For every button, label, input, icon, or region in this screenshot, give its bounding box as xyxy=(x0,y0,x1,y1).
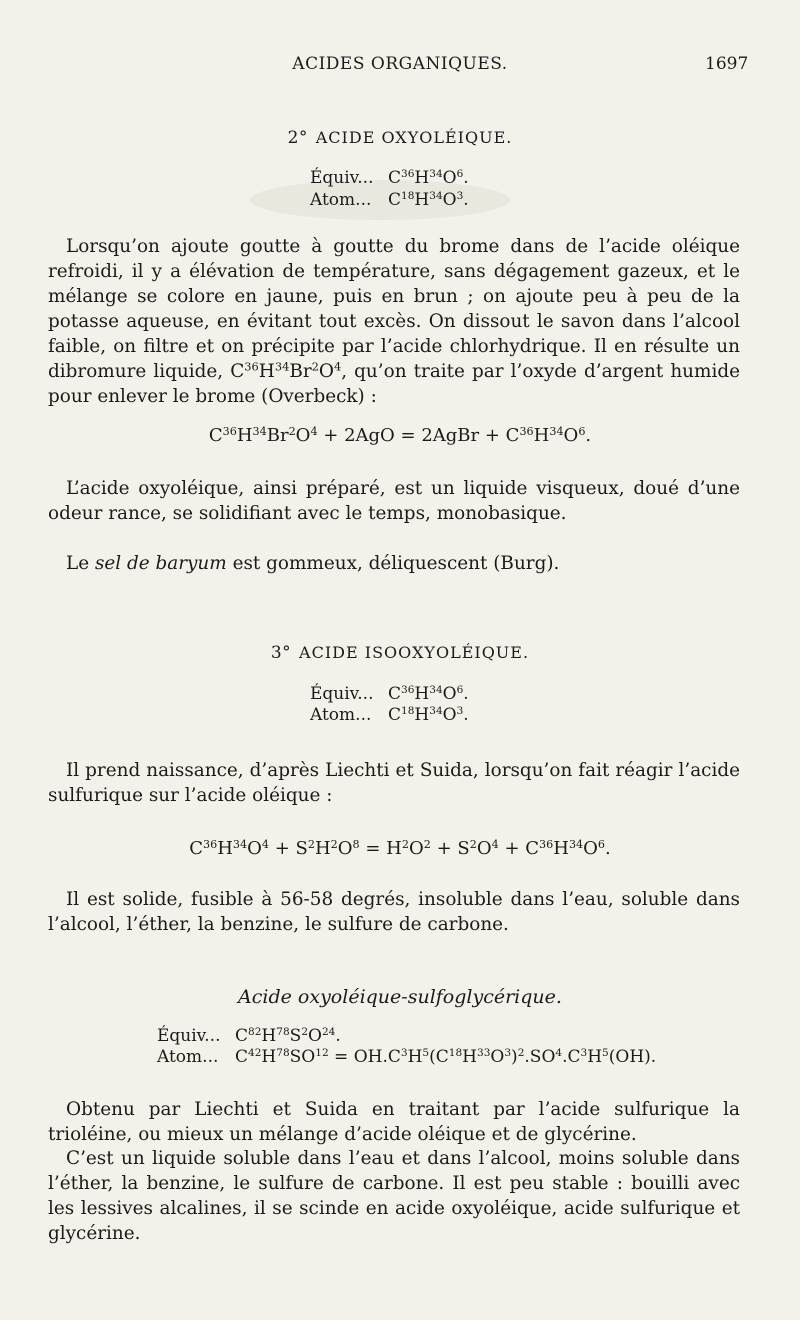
equiv-formula: $C^{36}H^{34}O^6$. xyxy=(388,684,469,704)
atom-formula: $C^{18}H^{34}O^3$. xyxy=(388,190,469,210)
sub-equiv-formula-row xyxy=(157,1026,341,1046)
paragraph-barium-salt: Le sel de baryum est gommeux, déliquescent (Burg). xyxy=(66,553,560,574)
equiv-label: Équiv... xyxy=(157,1026,221,1046)
section-name: ACIDE ISOOXYOLÉIQUE. xyxy=(299,643,530,662)
paragraph-solubility: Il est solide, fusible à 56-58 degrés, insoluble dans l’eau, soluble dans l’alcool, l’éther, la benzine, le sulfure de carbone. xyxy=(48,889,740,935)
atom-label: Atom... xyxy=(310,190,372,210)
equiv-label: Équiv... xyxy=(310,168,374,188)
section-number: 2° xyxy=(287,128,308,148)
atom-label: Atom... xyxy=(310,705,372,725)
equiv-formula: $C^{82}H^{78}S^2O^{24}$. xyxy=(235,1026,341,1046)
equiv-label: Équiv... xyxy=(310,684,374,704)
section-name: ACIDE OXYOLÉIQUE. xyxy=(315,128,513,147)
paragraph-properties: L’acide oxyoléique, ainsi préparé, est un liquide visqueux, doué d’une odeur rance, se solidifiant avec le temps, monobasique. xyxy=(48,478,740,524)
section-number: 3° xyxy=(270,643,292,663)
subsection-title: Acide oxyoléique-sulfoglycérique. xyxy=(238,986,562,1008)
atom-label: Atom... xyxy=(157,1047,219,1067)
equation-overbeck: $C^{36}H^{34}Br^2O^4 + 2AgO$ = 2AgBr + $C^{36}H^{34}O^6$. xyxy=(208,424,592,446)
atom-formula-row xyxy=(310,705,469,725)
running-header: ACIDES ORGANIQUES. xyxy=(292,54,508,74)
paragraph-obtention: Obtenu par Liechti et Suida en traitant par l’acide sulfurique la trioléine, ou mieux un mélange d’acide oléique et de glycérine. xyxy=(48,1099,740,1145)
paragraph-preparation: Lorsqu’on ajoute goutte à goutte du brome dans de l’acide oléique refroidi, il y a élévation de température, sans dégagement gazeux, et le mélange se colore en jaune, puis en brun ; on ajoute peu à peu de la potasse aqueuse, en évitant tout excès. On dissout le savon dans l’alcool faible, on filtre et on précipite par l’acide chlorhydrique. Il en résulte un dibromure liquide, $C^{36}H^{34}Br^2O^4$, qu’on traite par l’oxyde d’argent humide pour enlever le brome (Overbeck) : xyxy=(48,236,740,407)
atom-formula: $C^{42}H^{78}SO^{12} = OH.C^3H^5(C^{18}H^{33}O^3)^2.SO^4.C^3H^5(OH)$. xyxy=(235,1047,657,1067)
section-title-oxyoleique xyxy=(0,128,800,148)
atom-formula-row xyxy=(310,190,469,210)
equiv-formula-row xyxy=(310,684,469,704)
paragraph-formation: Il prend naissance, d’après Liechti et Suida, lorsqu’on fait réagir l’acide sulfurique sur l’acide oléique : xyxy=(48,760,740,806)
equiv-formula-row xyxy=(310,168,469,188)
page-number: 1697 xyxy=(705,54,749,74)
equation-sulfuric: $C^{36}H^{34}O^4 + S^2H^2O^8 = H^2O^2 + S^2O^4 + C^{36}H^{34}O^6$. xyxy=(189,837,611,859)
sub-atom-formula-row xyxy=(157,1047,656,1067)
atom-formula: $C^{18}H^{34}O^3$. xyxy=(388,705,469,725)
section-title-isooxyoleique xyxy=(0,643,800,663)
equiv-formula: $C^{36}H^{34}O^6$. xyxy=(388,168,469,188)
paragraph-characteristics: C’est un liquide soluble dans l’eau et dans l’alcool, moins soluble dans l’éther, la benzine, le sulfure de carbone. Il est peu stable : bouilli avec les lessives alcalines, il se scinde en acide oxyoléique, acide sulfurique et glycérine. xyxy=(48,1148,740,1244)
